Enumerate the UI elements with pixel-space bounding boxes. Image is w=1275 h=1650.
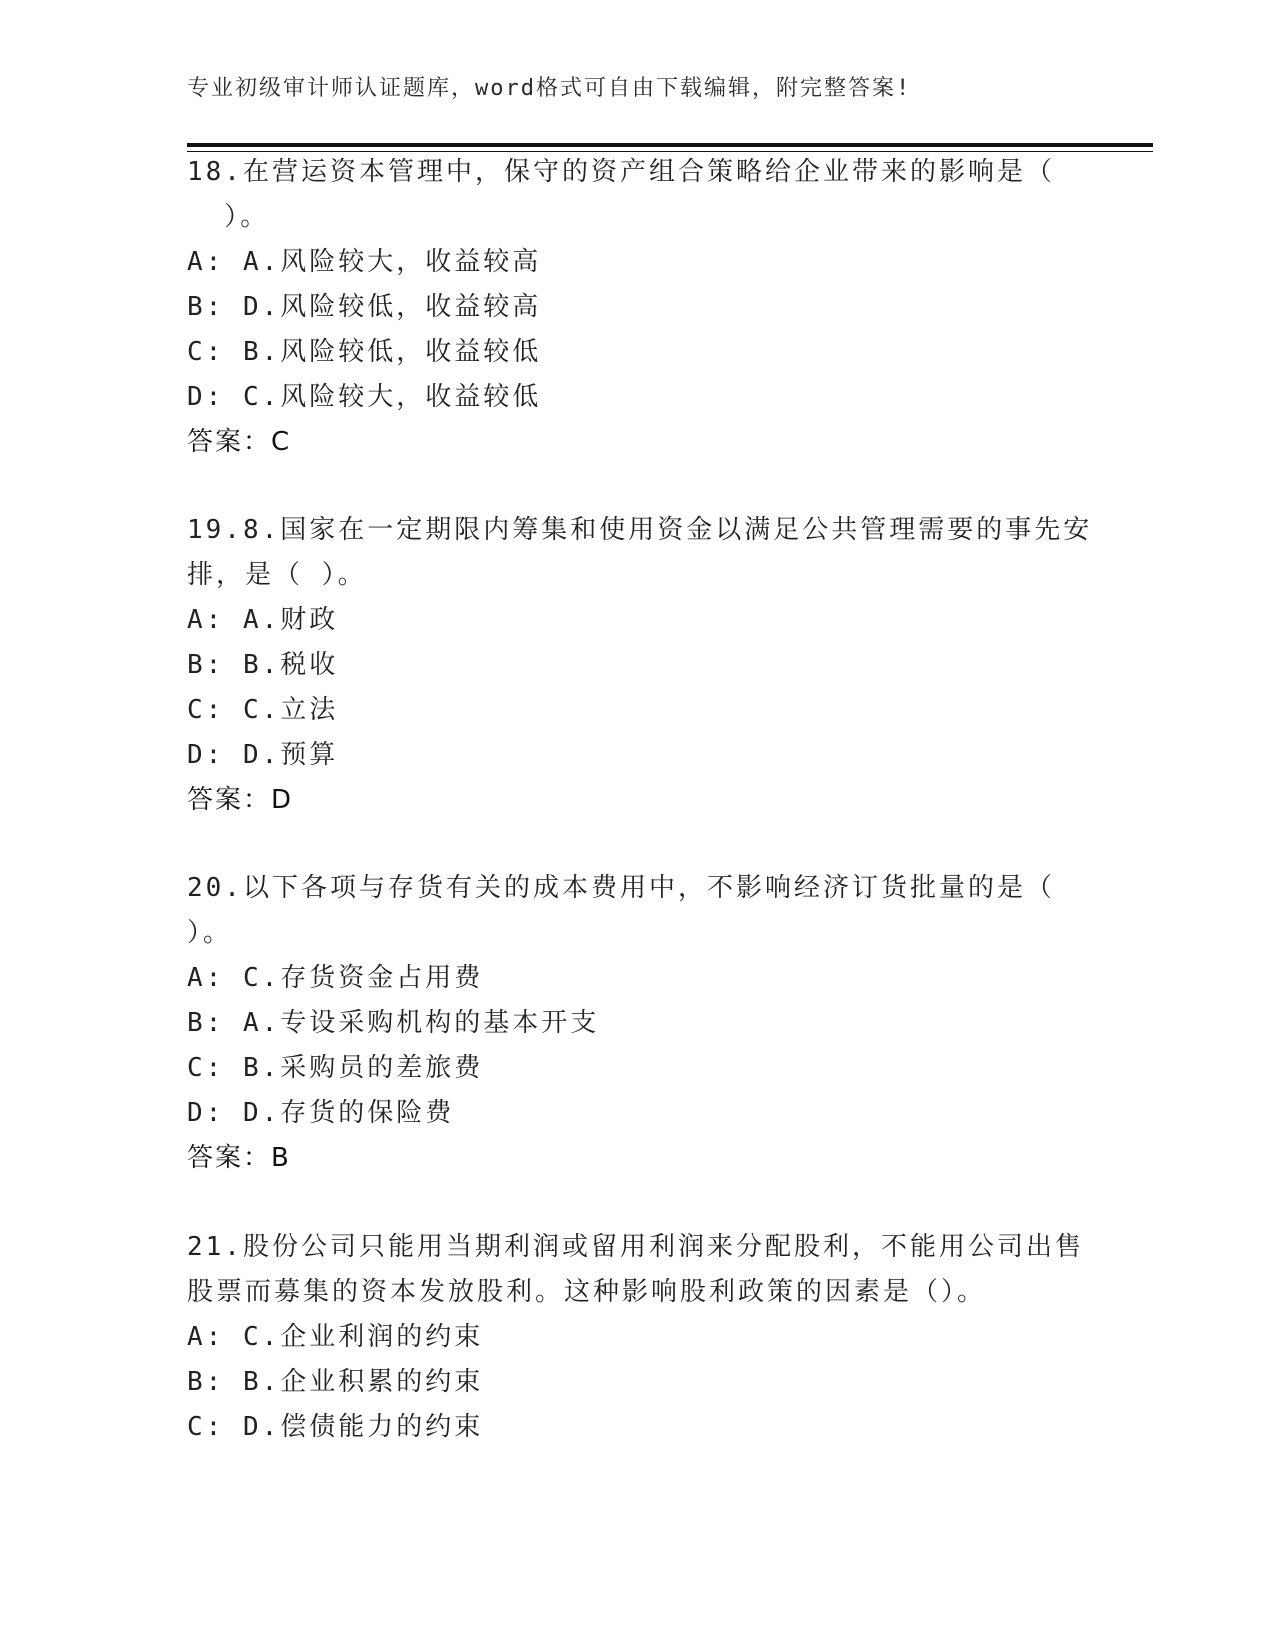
option-d: D: D.存货的保险费 [187,1098,455,1128]
question-21 [187,1225,1087,1450]
header-rule-thick [187,143,1153,147]
option-a: A: A.风险较大，收益较高 [187,247,542,277]
question-text-line: ）。 [187,918,233,948]
option-c: C: B.采购员的差旅费 [187,1053,484,1083]
question-text-line: 排，是（ ）。 [187,560,367,590]
question-text-line: 20.以下各项与存货有关的成本费用中，不影响经济订货批量的是（ [187,873,1055,903]
option-d: D: C.风险较大，收益较低 [187,382,542,412]
question-20 [187,866,1087,1181]
option-c: C: C.立法 [187,695,339,725]
option-b: B: B.税收 [187,650,339,680]
question-text-line: 18.在营运资本管理中，保守的资产组合策略给企业带来的影响是（ [187,157,1055,187]
answer-line: 答案：B [187,1143,291,1173]
option-d: D: D.预算 [187,740,339,770]
option-a: A: C.存货资金占用费 [187,963,484,993]
page-header: 专业初级审计师认证题库，word格式可自由下载编辑，附完整答案! [187,76,912,101]
question-text-line: 股票而募集的资本发放股利。这种影响股利政策的因素是（）。 [187,1277,987,1307]
option-b: B: B.企业积累的约束 [187,1367,484,1397]
question-19 [187,508,1093,823]
option-b: B: A.专设采购机构的基本开支 [187,1008,600,1038]
question-text-line: ）。 [187,202,270,232]
option-a: A: C.企业利润的约束 [187,1322,484,1352]
option-c: C: D.偿债能力的约束 [187,1412,484,1442]
answer-line: 答案：D [187,785,294,815]
answer-line: 答案：C [187,427,292,457]
question-18 [187,150,1087,465]
question-text-line: 19.8.国家在一定期限内筹集和使用资金以满足公共管理需要的事先安 [187,515,1093,545]
option-a: A: A.财政 [187,605,339,635]
option-c: C: B.风险较低，收益较低 [187,337,542,367]
option-b: B: D.风险较低，收益较高 [187,292,542,322]
question-text-line: 21.股份公司只能用当期利润或留用利润来分配股利，不能用公司出售 [187,1232,1084,1262]
